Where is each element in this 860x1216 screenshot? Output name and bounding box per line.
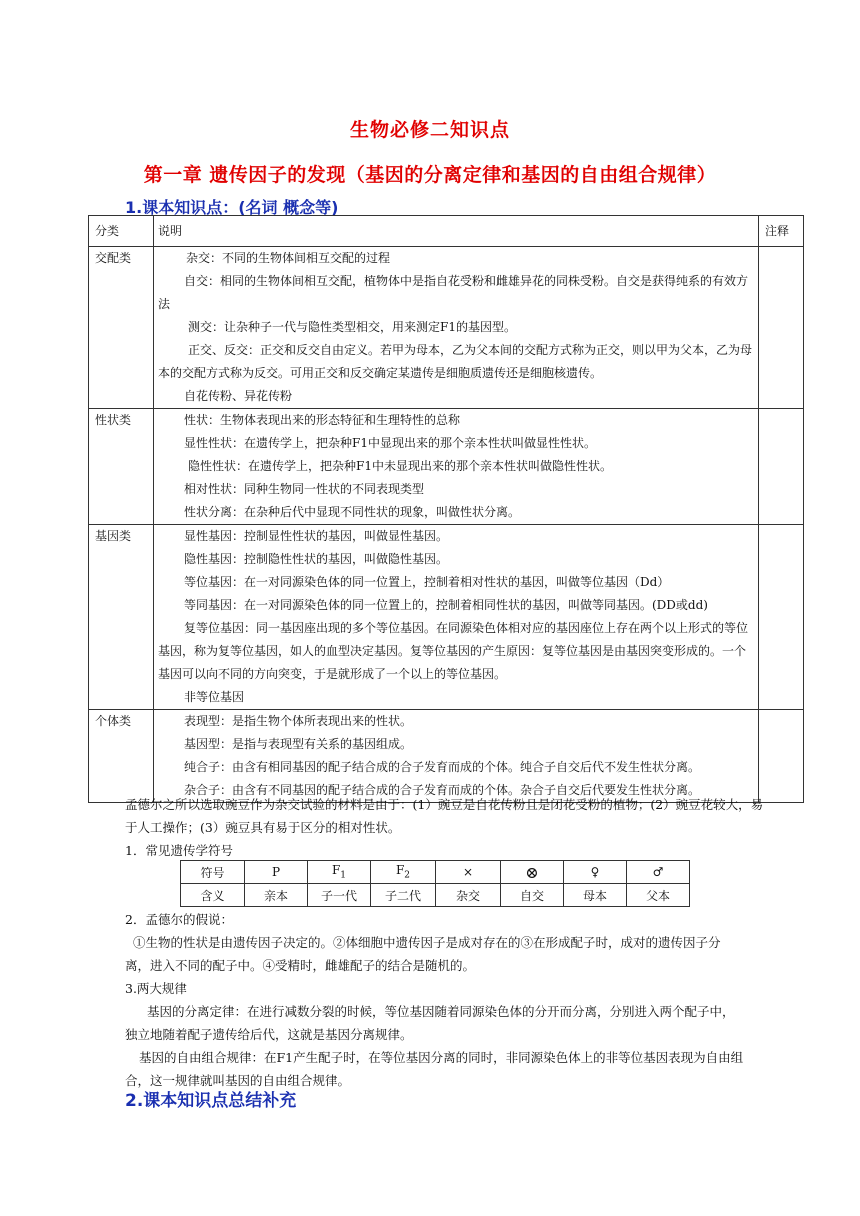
row-line: 等位基因：在一对同源染色体的同一位置上，控制着相对性状的基因，叫做等位基因（Dd） bbox=[184, 575, 670, 589]
row-content bbox=[154, 710, 759, 803]
row-category: 基因类 bbox=[89, 525, 154, 710]
meanings-row bbox=[181, 884, 690, 907]
row-line: 复等位基因：同一基因座出现的多个等位基因。在同源染色体相对应的基因座位上存在两个以上形式的等位基因，称为复等位基因，如人的血型决定基因。复等位基因的产生原因：复等位基因是由基因突变形成的。一个基因可以向不同的方向突变，于是就形成了一个以上的等位基因。 bbox=[158, 621, 749, 681]
row-line: 相对性状：同种生物同一性状的不同表现类型 bbox=[184, 482, 425, 496]
symbol-cell bbox=[308, 861, 371, 884]
row-line: 显性基因：控制显性性状的基因，叫做显性基因。 bbox=[184, 529, 449, 543]
meaning-cell: 子一代 bbox=[308, 884, 371, 907]
symbols-heading: 1．常见遗传学符号 bbox=[125, 843, 233, 858]
meaning-cell: 母本 bbox=[564, 884, 627, 907]
table-row bbox=[89, 525, 804, 710]
header-description: 说明 bbox=[154, 216, 759, 247]
row-note bbox=[759, 247, 804, 409]
row-note bbox=[759, 710, 804, 803]
row-line: 表现型：是指生物个体所表现出来的性状。 bbox=[184, 714, 413, 728]
symbol-cell: 符号 bbox=[181, 861, 245, 884]
symbol-f2: F bbox=[395, 863, 405, 878]
meaning-cell: 父本 bbox=[627, 884, 690, 907]
meaning-cell: 自交 bbox=[501, 884, 564, 907]
mendel-reason-paragraph: 孟德尔之所以选取豌豆作为杂交试验的材料是由于：(1）豌豆是自花传粉且是闭花受粉的植物；(2）豌豆花较大，易于人工操作；(3）豌豆具有易于区分的相对性状。 bbox=[125, 797, 764, 835]
laws-heading: 3.两大规律 bbox=[125, 981, 187, 996]
section-heading-2: 2.课本知识点总结补充 bbox=[125, 1091, 297, 1111]
row-category: 性状类 bbox=[89, 409, 154, 525]
row-line: 自花传粉、异花传粉 bbox=[184, 389, 293, 403]
symbol-f1-sub: 1 bbox=[340, 870, 347, 881]
male-symbol-icon: ♂ bbox=[627, 861, 690, 884]
table-row bbox=[89, 247, 804, 409]
genetic-symbols-table bbox=[180, 860, 690, 907]
row-line: 杂合子：由含有不同基因的配子结合成的合子发育而成的个体。杂合子自交后代要发生性状分离。 bbox=[184, 783, 701, 797]
document-title: 生物必修二知识点 bbox=[349, 119, 510, 141]
table-row bbox=[89, 409, 804, 525]
row-line: 基因型：是指与表现型有关系的基因组成。 bbox=[184, 737, 413, 751]
symbol-cell bbox=[371, 861, 436, 884]
row-note bbox=[759, 409, 804, 525]
symbol-cell: × bbox=[436, 861, 501, 884]
knowledge-table bbox=[88, 215, 804, 803]
header-category: 分类 bbox=[89, 216, 154, 247]
row-content bbox=[154, 525, 759, 710]
meaning-cell: 子二代 bbox=[371, 884, 436, 907]
row-line: 显性性状：在遗传学上，把杂种F1中显现出来的那个亲本性状叫做显性性状。 bbox=[184, 436, 596, 450]
row-category: 个体类 bbox=[89, 710, 154, 803]
row-line: 测交：让杂种子一代与隐性类型相交，用来测定F1的基因型。 bbox=[188, 320, 516, 334]
row-content bbox=[154, 409, 759, 525]
symbol-cell: P bbox=[245, 861, 308, 884]
row-content bbox=[154, 247, 759, 409]
header-note: 注释 bbox=[759, 216, 804, 247]
row-line: 正交、反交：正交和反交自由定义。若甲为母本，乙为父本间的交配方式称为正交，则以甲为父本，乙为母本的交配方式称为反交。可用正交和反交确定某遗传是细胞质遗传还是细胞核遗传。 bbox=[158, 343, 753, 380]
row-line: 非等位基因 bbox=[184, 690, 245, 704]
table-row bbox=[89, 710, 804, 803]
row-line: 自交：相同的生物体间相互交配，植物体中是指自花受粉和雌雄异花的同株受粉。自交是获得纯系的有效方法 bbox=[158, 274, 749, 311]
row-line: 隐性基因：控制隐性性状的基因，叫做隐性基因。 bbox=[184, 552, 449, 566]
row-category: 交配类 bbox=[89, 247, 154, 409]
meaning-cell: 亲本 bbox=[245, 884, 308, 907]
row-line: 隐性性状：在遗传学上，把杂种F1中未显现出来的那个亲本性状叫做隐性性状。 bbox=[188, 459, 612, 473]
row-line: 杂交：不同的生物体间相互交配的过程 bbox=[186, 251, 391, 265]
section-heading-1: 1.课本知识点：(名词 概念等) bbox=[125, 198, 339, 217]
female-symbol-icon: ♀ bbox=[564, 861, 627, 884]
chapter-title: 第一章 遗传因子的发现（基因的分离定律和基因的自由组合规律） bbox=[143, 164, 717, 186]
meaning-cell: 含义 bbox=[181, 884, 245, 907]
table-header-row bbox=[89, 216, 804, 247]
symbols-row bbox=[181, 861, 690, 884]
segregation-law-paragraph: 基因的分离定律：在进行减数分裂的时候，等位基因随着同源染色体的分开而分离，分别进入两个配子中，独立地随着配子遗传给后代，这就是基因分离规律。 bbox=[125, 1004, 735, 1042]
row-note bbox=[759, 525, 804, 710]
symbol-f1: F bbox=[331, 863, 341, 878]
hypothesis-paragraph: ①生物的性状是由遗传因子决定的。②体细胞中遗传因子是成对存在的③在形成配子时，成对的遗传因子分离，进入不同的配子中。④受精时，雌雄配子的结合是随机的。 bbox=[125, 935, 721, 973]
row-line: 等同基因：在一对同源染色体的同一位置上的，控制着相同性状的基因，叫做等同基因。(DD或dd) bbox=[184, 598, 708, 612]
row-line: 性状：生物体表现出来的形态特征和生理特性的总称 bbox=[184, 413, 461, 427]
row-line: 性状分离：在杂种后代中显现不同性状的现象，叫做性状分离。 bbox=[184, 505, 521, 519]
row-line: 纯合子：由含有相同基因的配子结合成的合子发育而成的个体。纯合子自交后代不发生性状分离。 bbox=[184, 760, 701, 774]
hypothesis-heading: 2．孟德尔的假说： bbox=[125, 912, 233, 927]
meaning-cell: 杂交 bbox=[436, 884, 501, 907]
symbol-f2-sub: 2 bbox=[404, 870, 411, 881]
independent-assortment-paragraph: 基因的自由组合规律：在F1产生配子时，在等位基因分离的同时，非同源染色体上的非等位基因表现为自由组合，这一规律就叫基因的自由组合规律。 bbox=[125, 1050, 744, 1088]
selfing-symbol-icon: ⊗ bbox=[501, 861, 564, 884]
